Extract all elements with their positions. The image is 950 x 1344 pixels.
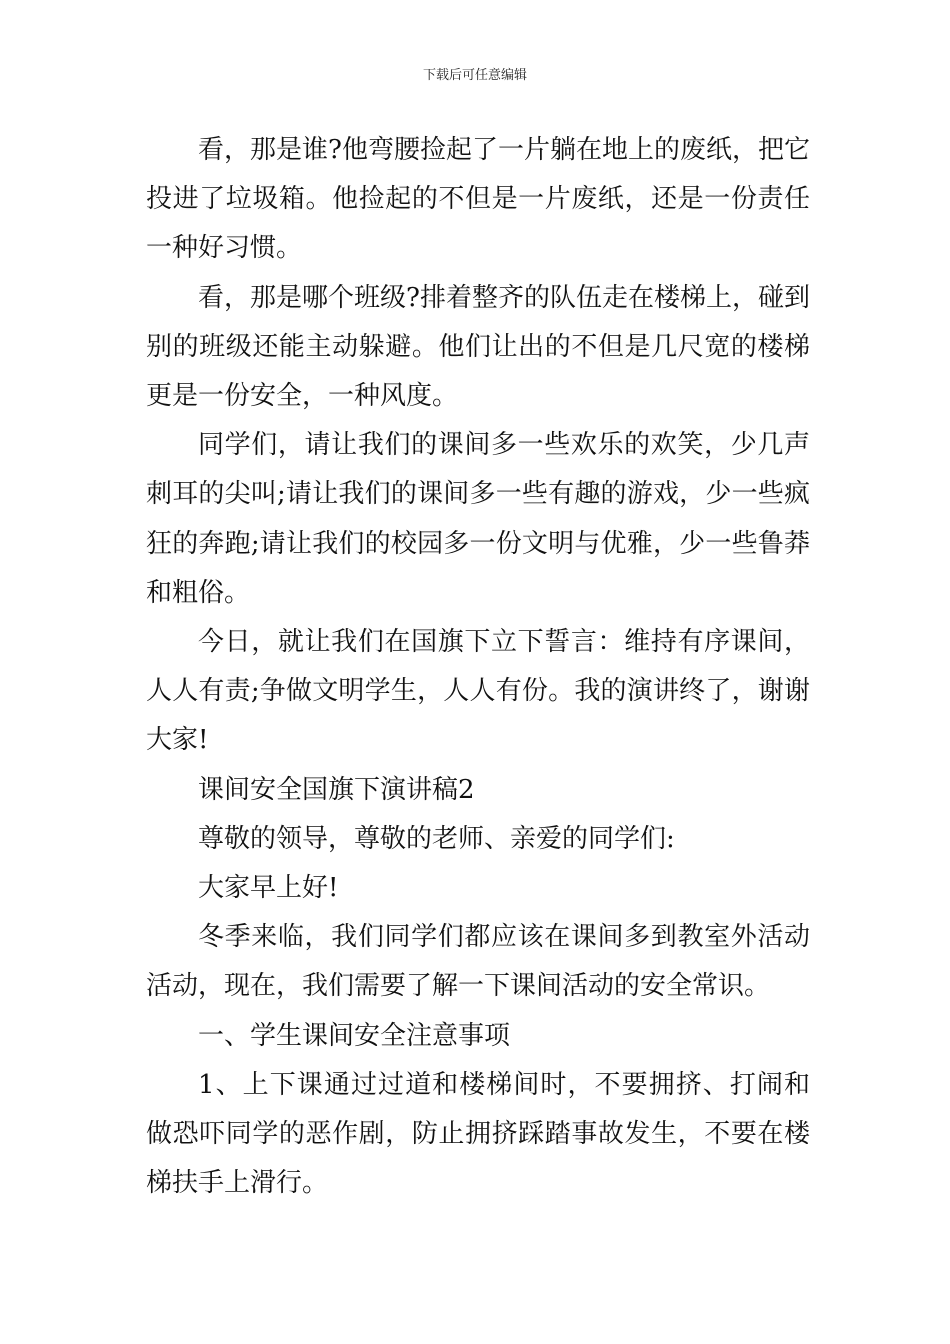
document-body xyxy=(146,126,810,1208)
paragraph-stairs-class: 看，那是哪个班级?排着整齐的队伍走在楼梯上，碰到别的班级还能主动躲避。他们让出的不但是几尺宽的楼梯更是一份安全，一种风度。 xyxy=(146,282,810,412)
section-heading: 一、学生课间安全注意事项 xyxy=(198,1020,511,1051)
speech-title: 课间安全国旗下演讲稿2 xyxy=(198,774,475,805)
paragraph-appeal: 同学们，请让我们的课间多一些欢乐的欢笑，少几声刺耳的尖叫;请让我们的课间多一些有趣的游戏，少一些疯狂的奔跑;请让我们的校园多一份文明与优雅，少一些鲁莽和粗俗。 xyxy=(146,430,810,608)
paragraph-picks-up-paper: 看，那是谁?他弯腰捡起了一片躺在地上的废纸，把它投进了垃圾箱。他捡起的不但是一片废纸，还是一份责任一种好习惯。 xyxy=(146,135,810,264)
page-header: 下载后可任意编辑 xyxy=(422,68,527,83)
paragraph-pledge: 今日，就让我们在国旗下立下誓言：维持有序课间，人人有责;争做文明学生，人人有份。我的演讲终了，谢谢大家! xyxy=(146,627,810,756)
list-item-1: 1、上下课通过过道和楼梯间时，不要拥挤、打闹和做恐吓同学的恶作剧，防止拥挤踩踏事故发生，不要在楼梯扶手上滑行。 xyxy=(146,1069,810,1199)
greeting: 大家早上好! xyxy=(198,873,339,904)
paragraph-winter: 冬季来临，我们同学们都应该在课间多到教室外活动活动，现在，我们需要了解一下课间活动的安全常识。 xyxy=(146,922,810,1002)
salutation: 尊敬的领导，尊敬的老师、亲爱的同学们: xyxy=(198,823,675,854)
